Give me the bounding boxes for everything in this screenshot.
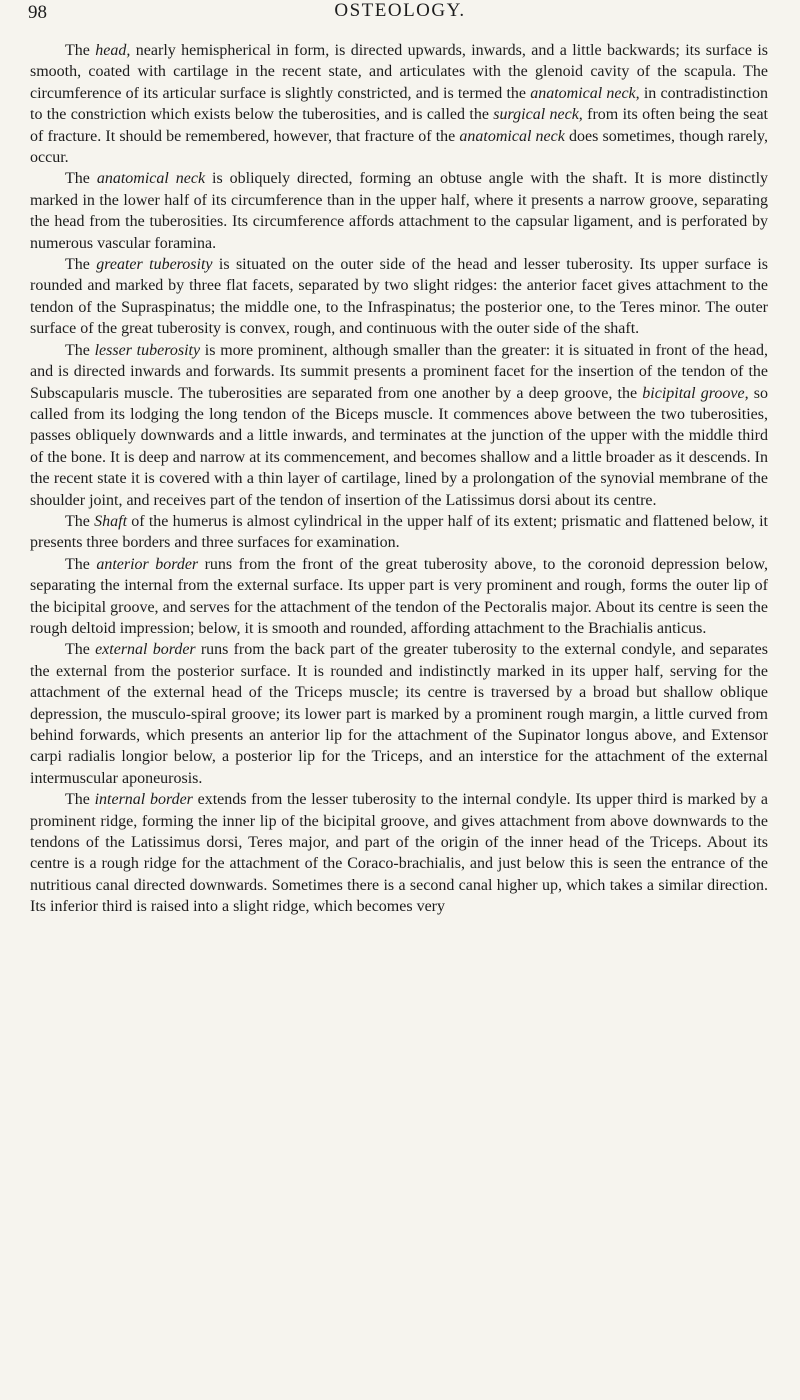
text-run: runs from the back part of the greater tuberosity to the external condyle, and separates the external from the posterior surface. It is rounded and indistinctly marked in its upper half, serving for the attachment of the external head of the Triceps muscle; its centre is traversed by a broad but shallow oblique depression, the musculo-spiral groove; its lower part is marked by a prominent rough margin, a little curved from behind forwards, which presents an anterior lip for the attachment of the Supinator longus above, and Extensor carpi radialis longior below, a posterior lip for the Triceps, and an interstice for the attachment of the external intermuscular aponeurosis. <box>30 641 769 787</box>
text-run: is more prominent, although smaller than the greater: it is situated in front of the head, and is directed inwards and forwards. Its summit presents a prominent facet for the insertion of the tendon of the Subscapularis muscle. The tuberosities are separated from one another by a deep groove, the <box>30 341 769 402</box>
italic-term: anterior border <box>96 555 199 573</box>
text-run: The <box>65 341 95 359</box>
paragraph <box>30 40 768 168</box>
italic-term: anatomical neck <box>96 170 206 188</box>
text-run: The <box>65 641 96 659</box>
text-run: of the humerus is almost cylindrical in the upper half of its extent; prismatic and flattened below, it presents three borders and three surfaces for examination. <box>30 512 768 552</box>
paragraph <box>30 554 768 640</box>
text-run: from its often being the seat of fracture. It should be remembered, however, that fracture of the <box>30 106 768 145</box>
text-run: is obliquely directed, forming an obtuse angle with the shaft. It is more distinctly marked in the lower half of its circumference than in the upper half, where it presents a narrow groove, separating the head from the tuberosities. Its circumference affords attachment to the capsular ligament, and is perforated by numerous vascular foramina. <box>30 170 769 252</box>
paragraph <box>30 639 768 789</box>
text-run: The <box>65 555 97 573</box>
italic-term: lesser tuberosity <box>94 341 201 359</box>
text-run: The <box>65 512 95 530</box>
page-number: 98 <box>28 2 47 23</box>
paragraph <box>30 168 768 254</box>
italic-term: Shaft <box>94 512 128 530</box>
text-run: is situated on the outer side of the head and lesser tuberosity. Its upper surface is rounded and marked by three flat facets, separated by two slight ridges: the anterior facet gives attachment to the tendon of the Supraspinatus; the middle one, to the Infraspinatus; the posterior one, to the Teres minor. The outer surface of the great tuberosity is convex, rough, and continuous with the outer side of the shaft. <box>30 256 769 338</box>
text-run: The <box>65 791 95 809</box>
page-header <box>0 0 800 30</box>
text-run: runs from the front of the great tuberosity above, to the coronoid depression below, separating the internal from the external surface. Its upper part is very prominent and rough, forms the outer lip of the bicipital groove, and serves for the attachment of the tendon of the Pectoralis major. About its centre is seen the rough deltoid impression; below, it is smooth and rounded, affording attachment to the Brachialis anticus. <box>30 555 768 637</box>
text-run: The <box>65 42 96 59</box>
paragraph <box>30 789 768 917</box>
running-head: OSTEOLOGY. <box>334 0 466 21</box>
italic-term: anatomical neck, <box>530 84 640 102</box>
text-run: does sometimes, though rarely, occur. <box>30 127 769 167</box>
text-run: in contradistinction to the constriction which exists below the tuberosities, and is called the <box>30 84 769 124</box>
italic-term: head, <box>95 42 131 59</box>
italic-term: external border <box>95 641 196 659</box>
italic-term: anatomical neck <box>459 127 565 145</box>
paragraph <box>30 254 768 340</box>
text-run: nearly hemispherical in form, is directed upwards, inwards, and a little backwards; its surface is smooth, coated with cartilage in the recent state, and articulates with the glenoid cavity of the scapula. The circumference of its articular surface is slightly constricted, and is termed the <box>30 42 769 102</box>
italic-term: surgical neck, <box>493 106 583 124</box>
body-text <box>30 40 768 918</box>
italic-term: internal border <box>94 791 193 809</box>
italic-term: greater tuberosity <box>96 256 213 274</box>
text-run: The <box>65 170 97 188</box>
text-run: extends from the lesser tuberosity to the internal condyle. Its upper third is marked by a prominent ridge, forming the inner lip of the bicipital groove, and gives attachment from above downwards to the tendons of the Latissimus dorsi, Teres major, and part of the origin of the inner head of the Triceps. About its centre is a rough ridge for the attachment of the Coraco-brachialis, and just below this is seen the entrance of the nutritious canal directed downwards. Sometimes there is a second canal higher up, which takes a similar direction. Its inferior third is raised into a slight ridge, which becomes very <box>30 791 768 916</box>
paragraph <box>30 340 768 511</box>
italic-term: bicipital groove, <box>642 384 749 402</box>
paragraph <box>30 511 768 554</box>
text-run: so called from its lodging the long tendon of the Biceps muscle. It commences above between the two tuberosities, passes obliquely downwards and a little inwards, and terminates at the junction of the upper with the middle third of the bone. It is deep and narrow at its commencement, and becomes shallow and a little broader as it descends. In the recent state it is covered with a thin layer of cartilage, lined by a prolongation of the synovial membrane of the shoulder joint, and receives part of the tendon of insertion of the Latissimus dorsi about its centre. <box>30 384 769 509</box>
text-run: The <box>65 256 97 274</box>
